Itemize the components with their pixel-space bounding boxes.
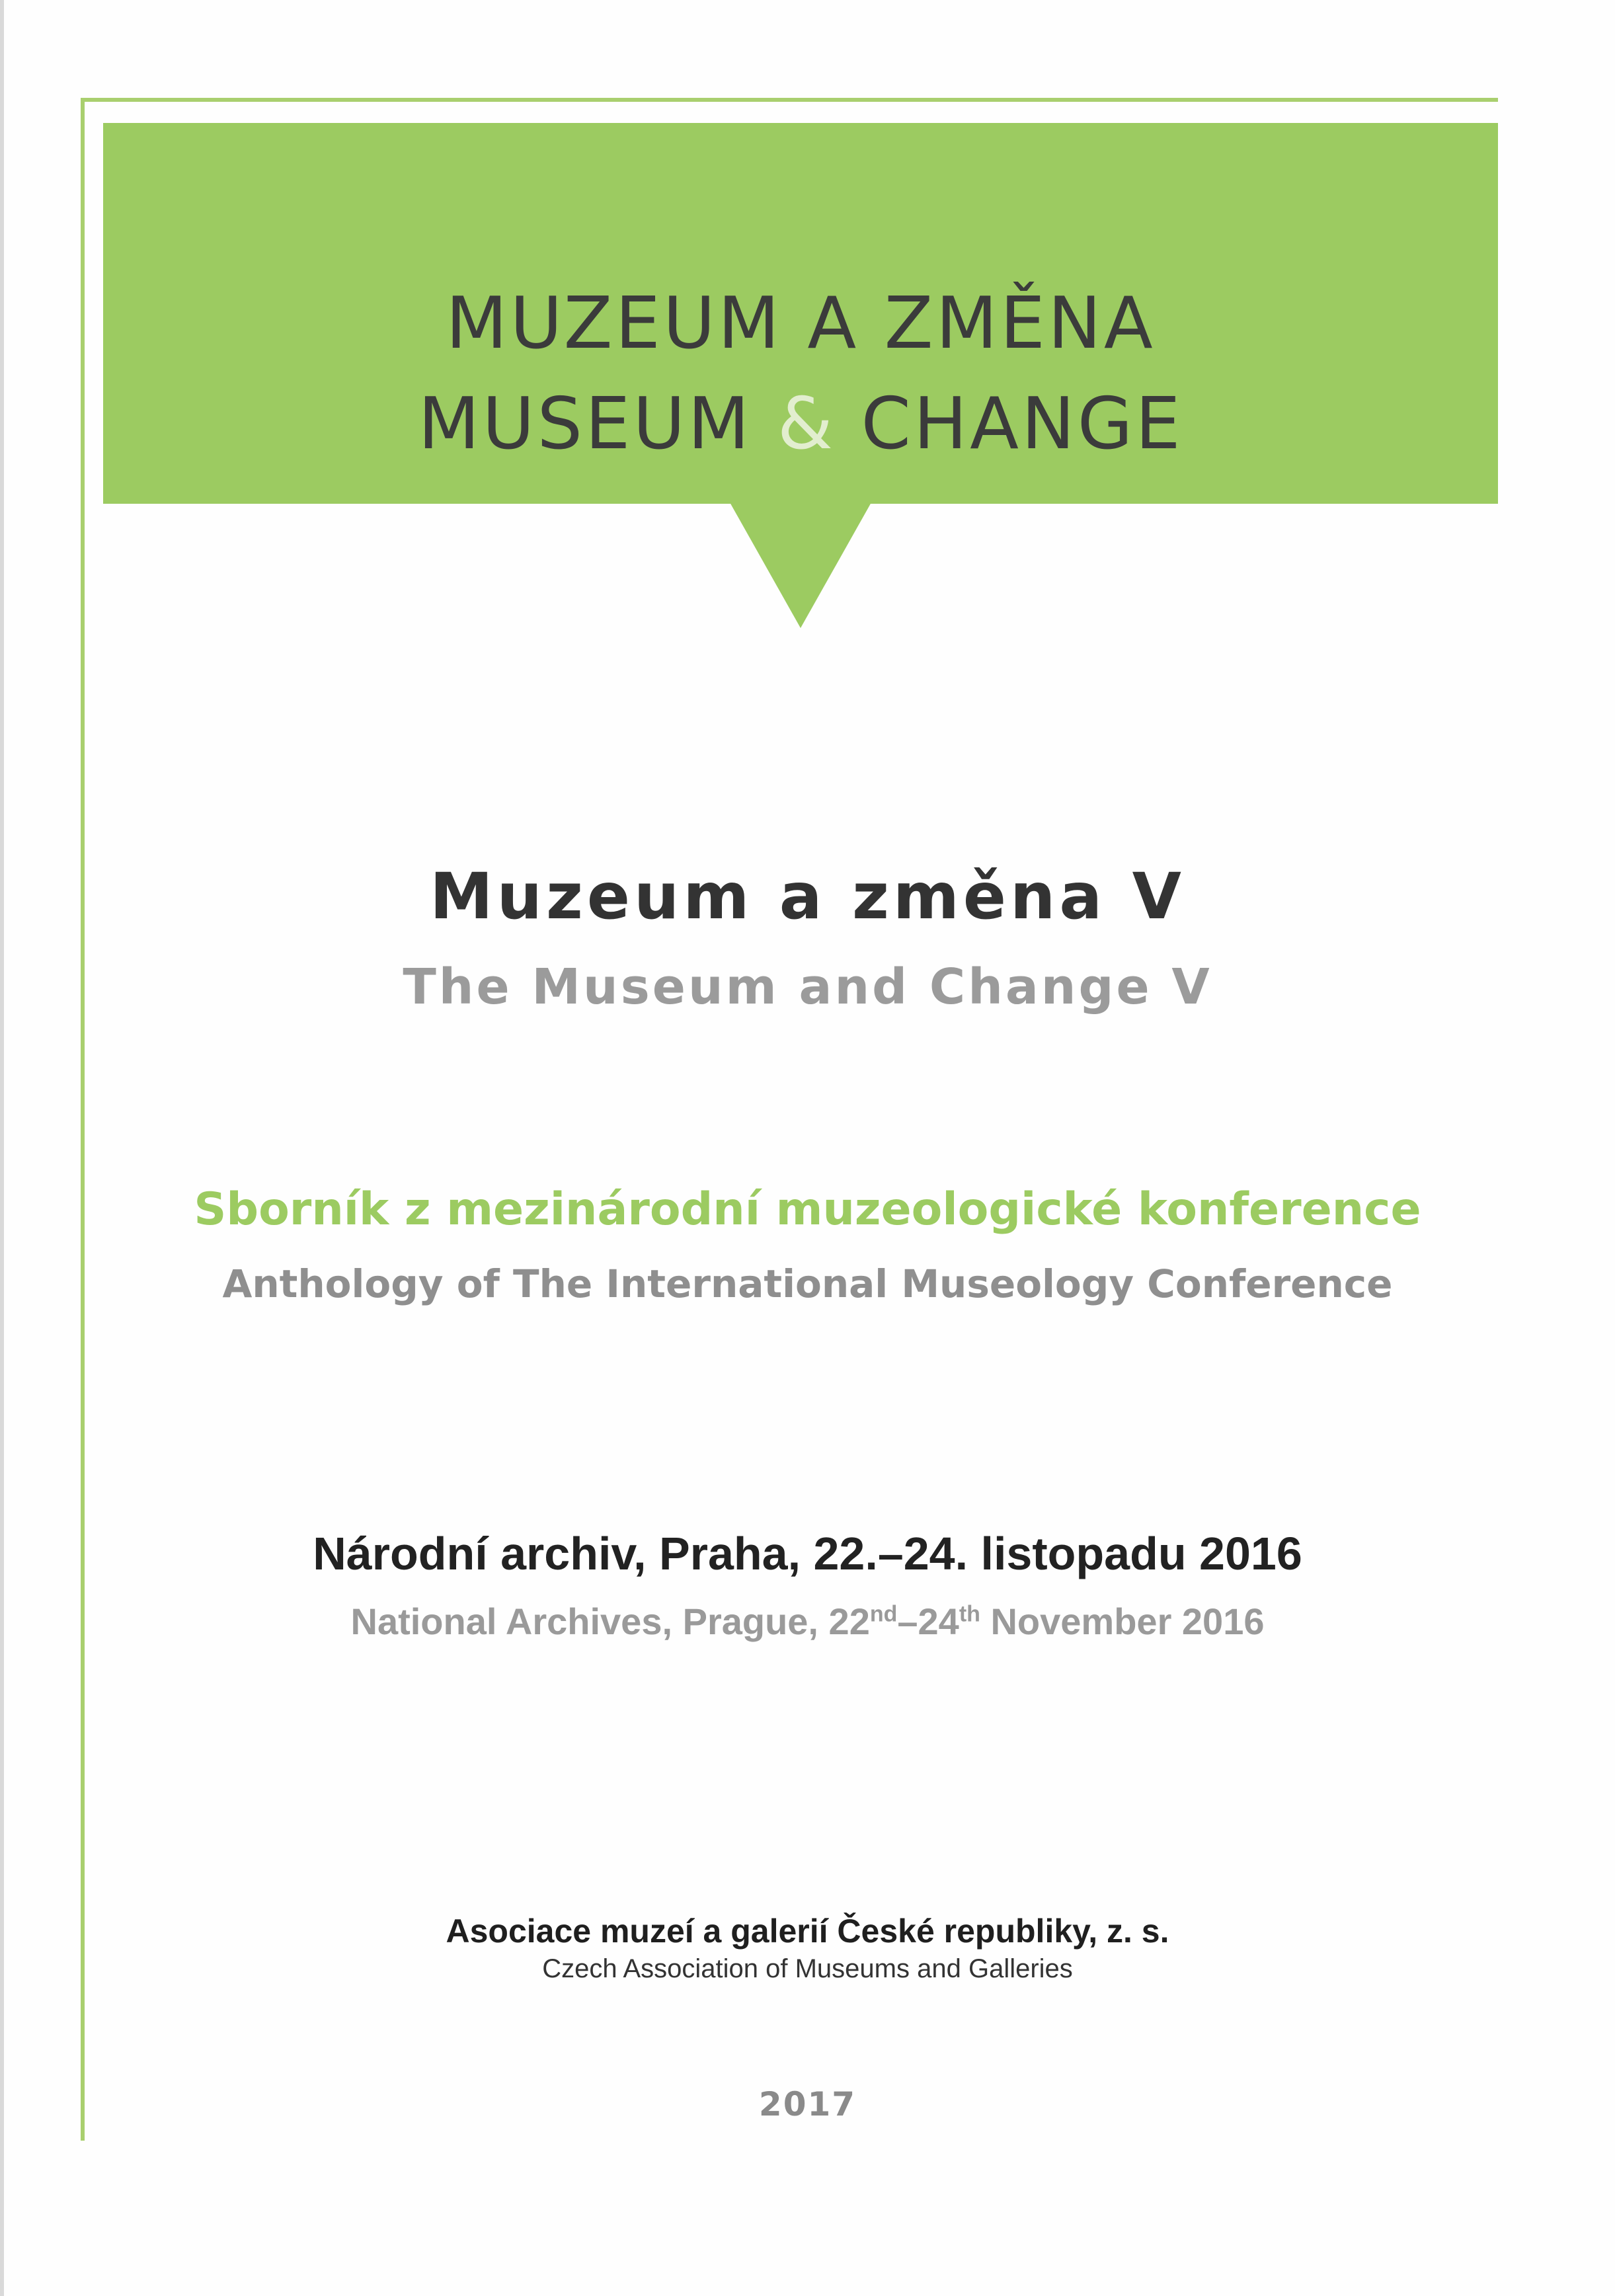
ordinal-th: th bbox=[959, 1601, 980, 1627]
ordinal-nd: nd bbox=[869, 1601, 898, 1627]
banner-title-en bbox=[103, 385, 1498, 464]
banner-title-en-part1: MUSEUM bbox=[418, 383, 777, 465]
frame-left-line bbox=[81, 98, 85, 2141]
subtitle-cz: Sborník z mezinárodní muzeologické konference bbox=[194, 1183, 1421, 1236]
venue-date-en-suffix: November 2016 bbox=[980, 1601, 1265, 1642]
publication-year: 2017 bbox=[758, 2085, 857, 2123]
subtitle-en: Anthology of The International Museology Conference bbox=[222, 1261, 1393, 1306]
publisher-cz: Asociace muzeí a galerií České republiky, z. s. bbox=[446, 1913, 1169, 1950]
book-title-cz: Muzeum a změna V bbox=[430, 859, 1185, 933]
frame-top-line bbox=[83, 98, 1498, 102]
publisher-en: Czech Association of Museums and Galleries bbox=[542, 1954, 1073, 1983]
venue-date-en bbox=[0, 1600, 1615, 1643]
book-title-en: The Museum and Change V bbox=[403, 959, 1212, 1015]
ampersand: & bbox=[777, 383, 836, 465]
banner-title-en-part2: CHANGE bbox=[836, 383, 1183, 465]
venue-date-en-mid: –24 bbox=[897, 1601, 959, 1642]
venue-date-cz: Národní archiv, Praha, 22.–24. listopadu 2016 bbox=[313, 1528, 1302, 1579]
venue-date-en-prefix: National Archives, Prague, 22 bbox=[350, 1601, 870, 1642]
scan-edge bbox=[0, 0, 4, 2296]
banner-title-cz: MUZEUM A ZMĚNA bbox=[446, 282, 1156, 365]
